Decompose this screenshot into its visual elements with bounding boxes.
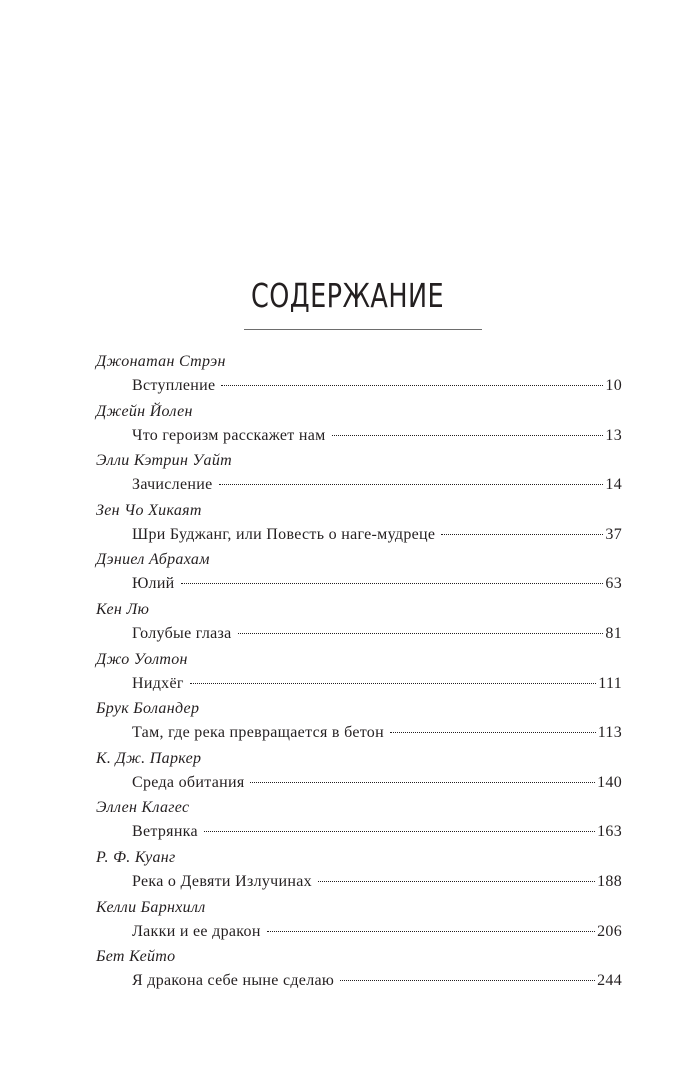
- toc-work-title: Юлий: [132, 575, 175, 593]
- toc-work-title: Там, где река превращается в бетон: [132, 724, 384, 742]
- toc-entry: [96, 395, 622, 445]
- toc-work-title: Река о Девяти Излучинах: [132, 872, 312, 890]
- toc-entry: [96, 742, 622, 792]
- toc-page-number: 111: [598, 674, 622, 692]
- toc-page-number: 81: [605, 624, 622, 642]
- toc-author: Дэниел Абрахам: [96, 551, 210, 569]
- toc-entry: [96, 940, 622, 990]
- toc-author: Брук Боландер: [96, 700, 200, 718]
- toc-author: Джейн Йолен: [96, 402, 193, 420]
- toc-work-line: [132, 674, 622, 694]
- toc-dot-leader: [238, 633, 604, 634]
- toc-work-title: Нидхёг: [132, 674, 184, 692]
- toc-entry: [96, 791, 622, 841]
- toc-work-line: [132, 773, 622, 793]
- toc-author: Бет Кейто: [96, 948, 176, 966]
- toc-dot-leader: [190, 683, 597, 684]
- toc-author: Зен Чо Хикаят: [96, 501, 202, 519]
- toc-entry: [96, 841, 622, 891]
- toc-dot-leader: [340, 980, 595, 981]
- toc-page-number: 63: [605, 575, 622, 593]
- toc-author: Р. Ф. Куанг: [96, 848, 176, 866]
- toc-work-title: Среда обитания: [132, 773, 245, 791]
- toc-page-number: 14: [605, 476, 622, 494]
- toc-work-line: [132, 872, 622, 892]
- toc-work-line: [132, 723, 622, 743]
- toc-work-line: [132, 426, 622, 446]
- toc-entry: [96, 345, 622, 395]
- toc-page-number: 113: [597, 724, 622, 742]
- toc-work-title: Я дракона себе ныне сделаю: [132, 972, 335, 990]
- toc-entry: [96, 643, 622, 693]
- toc-work-line: [132, 822, 622, 842]
- toc-work-title: Голубые глаза: [132, 624, 232, 642]
- toc-entry: [96, 593, 622, 643]
- toc-work-line: [132, 525, 622, 545]
- toc-work-title: Ветрянка: [132, 823, 198, 841]
- toc-entry: [96, 692, 622, 742]
- toc-work-line: [132, 624, 622, 644]
- toc-author: К. Дж. Паркер: [96, 749, 202, 767]
- toc-author: Элли Кэтрин Уайт: [96, 452, 233, 470]
- toc-dot-leader: [267, 931, 595, 932]
- toc-page-number: 244: [597, 972, 622, 990]
- page-title: СОДЕРЖАНИЕ: [250, 276, 445, 315]
- toc-work-title: Вступление: [132, 377, 216, 394]
- title-divider: [244, 329, 482, 330]
- toc-author: Кен Лю: [96, 600, 150, 618]
- toc-page-number: 163: [597, 823, 622, 841]
- toc-work-title: Шри Буджанг, или Повесть о наге-мудреце: [132, 525, 436, 543]
- toc-page-number: 206: [597, 922, 622, 940]
- toc-dot-leader: [221, 385, 603, 386]
- toc-page-number: 188: [597, 872, 622, 890]
- toc-work-line: [132, 922, 622, 942]
- table-of-contents: [96, 345, 622, 990]
- toc-dot-leader: [332, 435, 604, 436]
- toc-page-number: 10: [605, 377, 622, 394]
- toc-author: Келли Барнхилл: [96, 898, 206, 916]
- toc-work-title: Лакки и ее дракон: [132, 922, 261, 940]
- toc-dot-leader: [250, 782, 595, 783]
- toc-entry: [96, 444, 622, 494]
- toc-dot-leader: [219, 484, 604, 485]
- toc-author: Джонатан Стрэн: [96, 353, 226, 370]
- toc-author: Эллен Клагес: [96, 799, 190, 817]
- toc-page-number: 13: [605, 426, 622, 444]
- toc-entry: [96, 494, 622, 544]
- toc-entry: [96, 891, 622, 941]
- toc-work-line: [132, 475, 622, 495]
- toc-dot-leader: [390, 732, 596, 733]
- toc-dot-leader: [181, 583, 604, 584]
- toc-work-line: [132, 971, 622, 991]
- toc-dot-leader: [318, 881, 595, 882]
- toc-work-line: [132, 376, 622, 396]
- toc-dot-leader: [441, 534, 603, 535]
- toc-work-title: Зачисление: [132, 476, 213, 494]
- toc-entry: [96, 543, 622, 593]
- toc-author: Джо Уолтон: [96, 650, 188, 668]
- toc-work-title: Что героизм расскажет нам: [132, 426, 326, 444]
- toc-page-number: 140: [597, 773, 622, 791]
- toc-page-number: 37: [605, 525, 622, 543]
- toc-dot-leader: [204, 831, 595, 832]
- toc-work-line: [132, 574, 622, 594]
